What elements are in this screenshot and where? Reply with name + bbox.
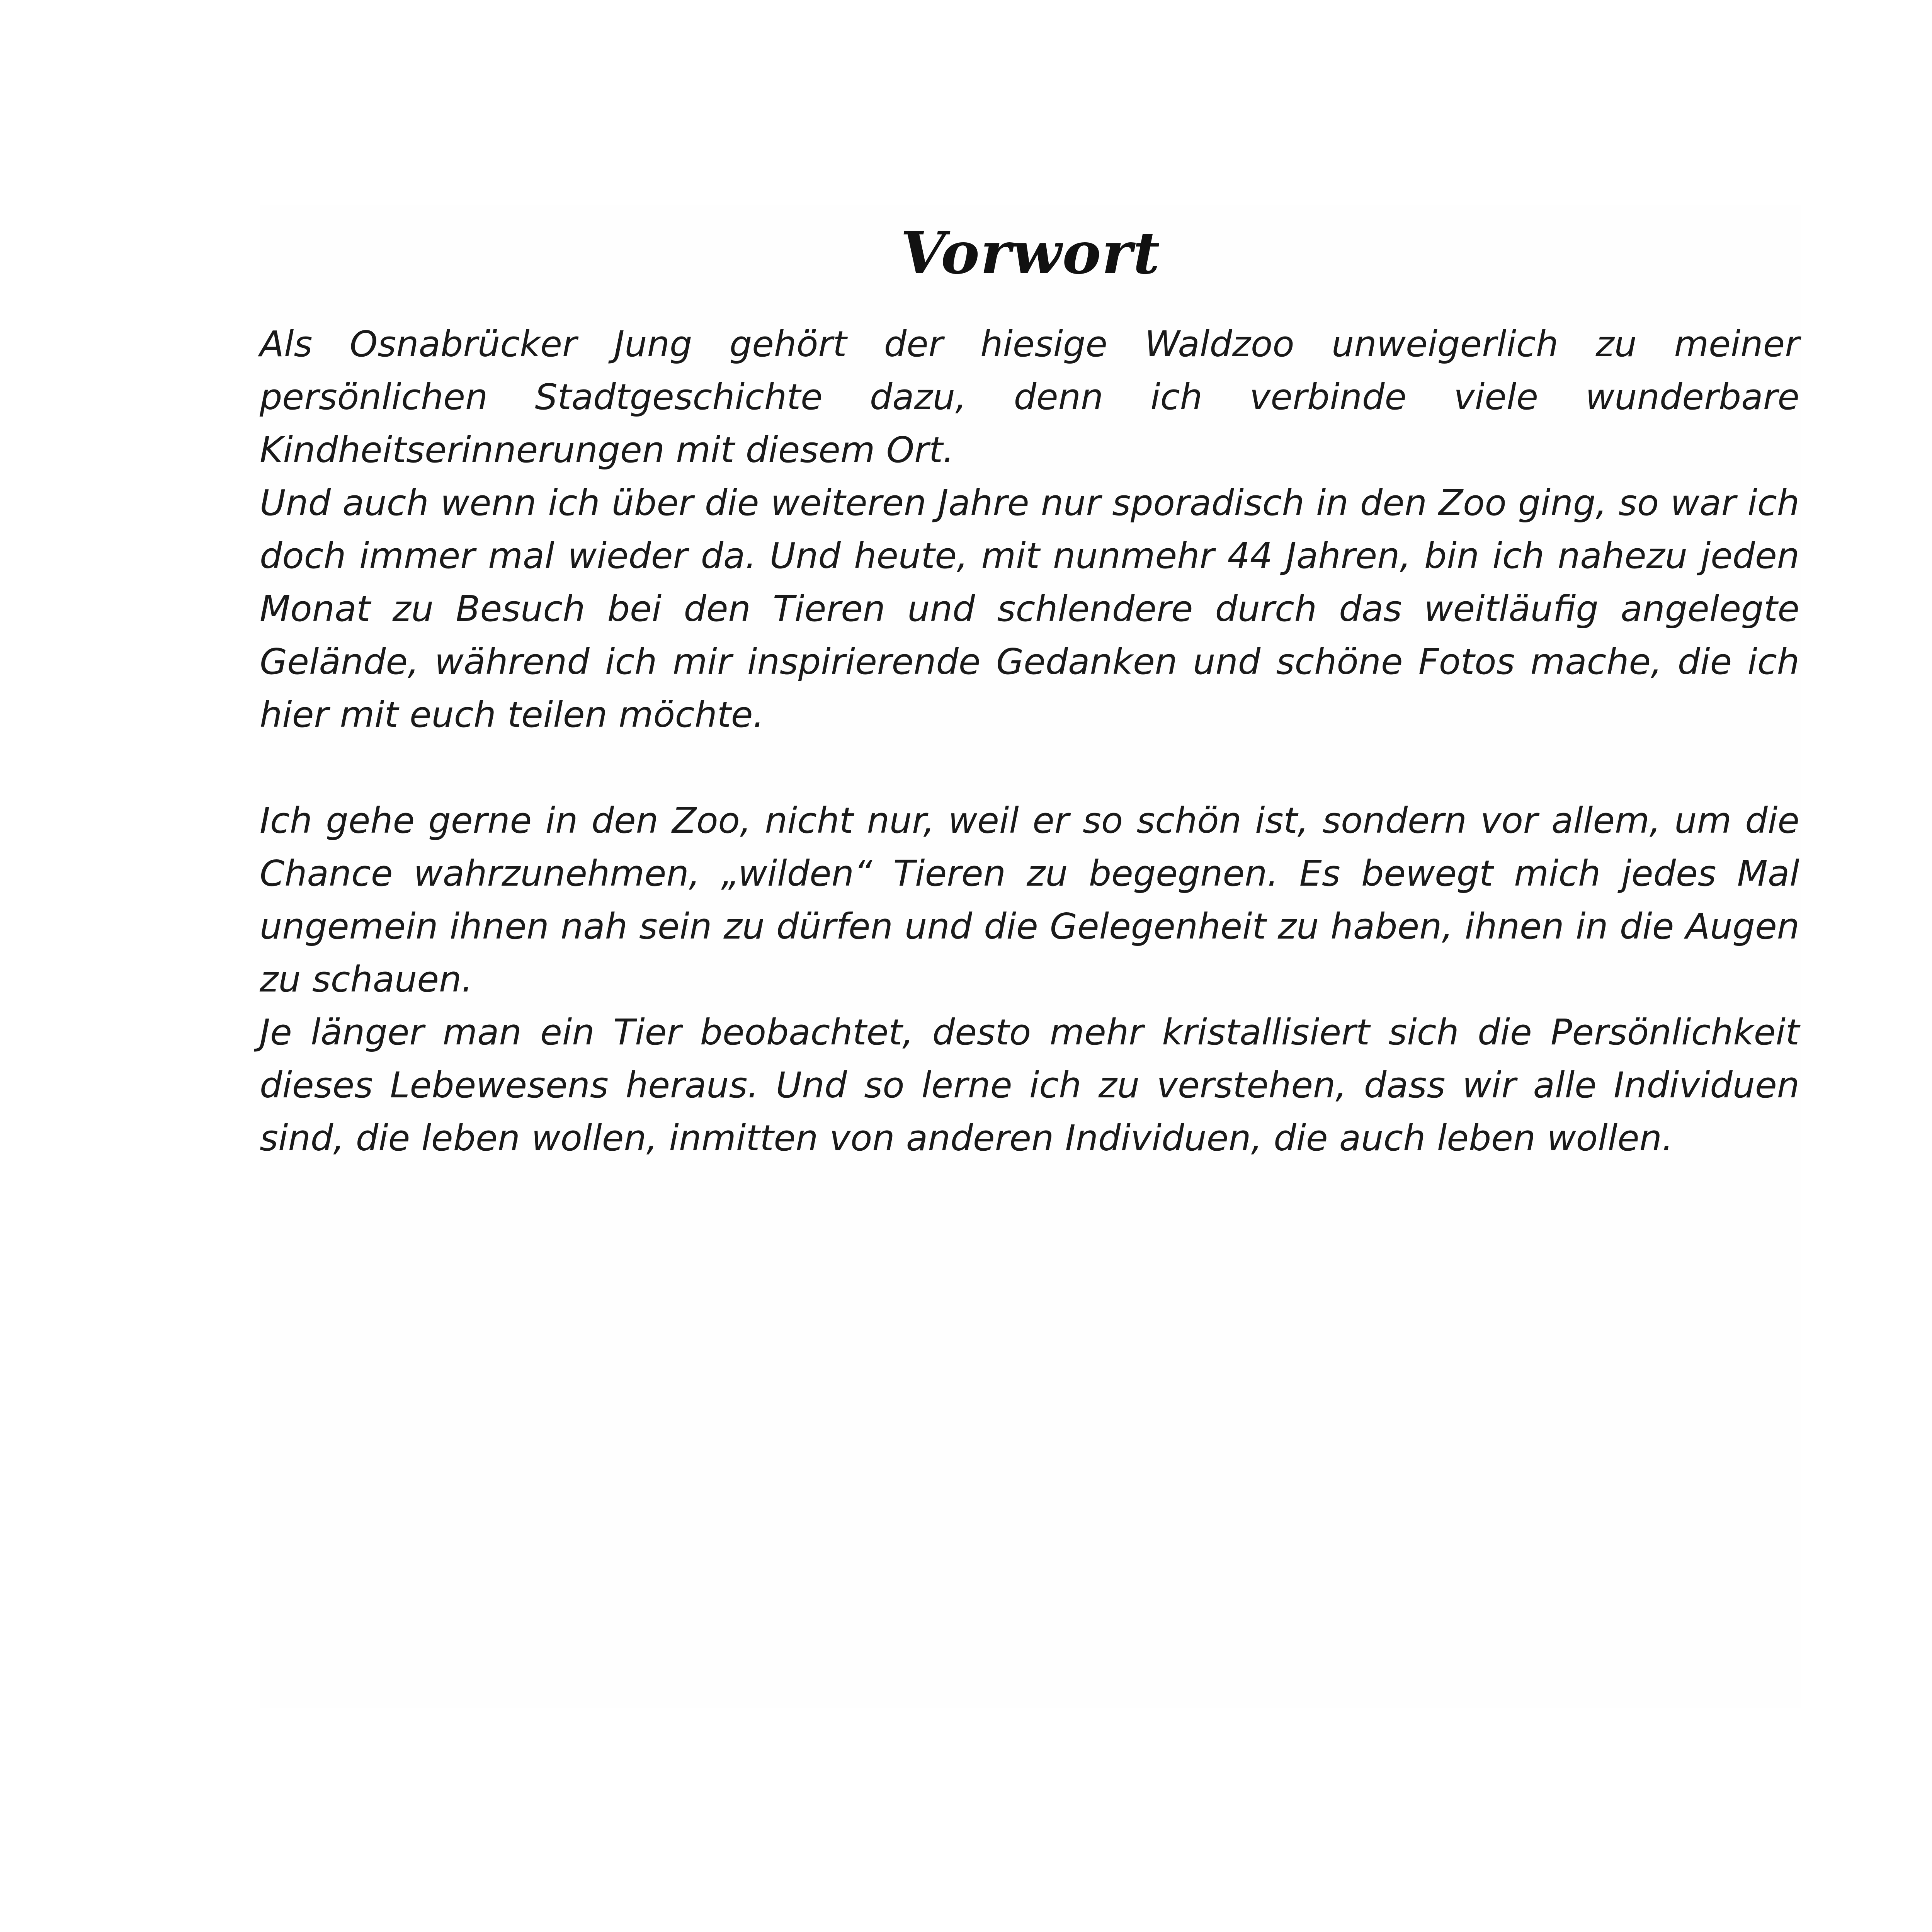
foreword-body [260, 318, 1799, 1165]
paragraph-3: Ich gehe gerne in den Zoo, nicht nur, weil er so schön ist, sondern vor allem, um die Chance wahrzunehmen, „wilden“ Tieren zu begegnen. Es bewegt mich jedes Mal ungemein ihnen nah sein zu dürfen und die Gelegenheit zu haben, ihnen in die Augen zu schauen. [260, 800, 1799, 1000]
paragraph-gap [260, 741, 1799, 794]
page-title: Vorwort [900, 219, 1161, 287]
paragraph-2: Und auch wenn ich über die weiteren Jahre nur sporadisch in den Zoo ging, so war ich doch immer mal wieder da. Und heute, mit nunmehr 44 Jahren, bin ich nahezu jeden Monat zu Besuch bei den Tieren und schlendere durch das weitläufig angelegte Gelände, während ich mir inspirierende Gedanken und schöne Fotos mache, die ich hier mit euch teilen möchte. [260, 482, 1799, 735]
paragraph-4: Je länger man ein Tier beobachtet, desto mehr kristallisiert sich die Persönlichkeit dieses Lebewesens heraus. Und so lerne ich zu verstehen, dass wir alle Individuen sind, die leben wollen, inmitten von anderen Individuen, die auch leben wollen. [260, 1012, 1799, 1159]
paragraph-1: Als Osnabrücker Jung gehört der hiesige Waldzoo unweigerlich zu meiner persönlichen Stadtgeschichte dazu, denn ich verbinde viele wunderbare Kindheitserinnerungen mit diesem Ort. [260, 323, 1799, 471]
